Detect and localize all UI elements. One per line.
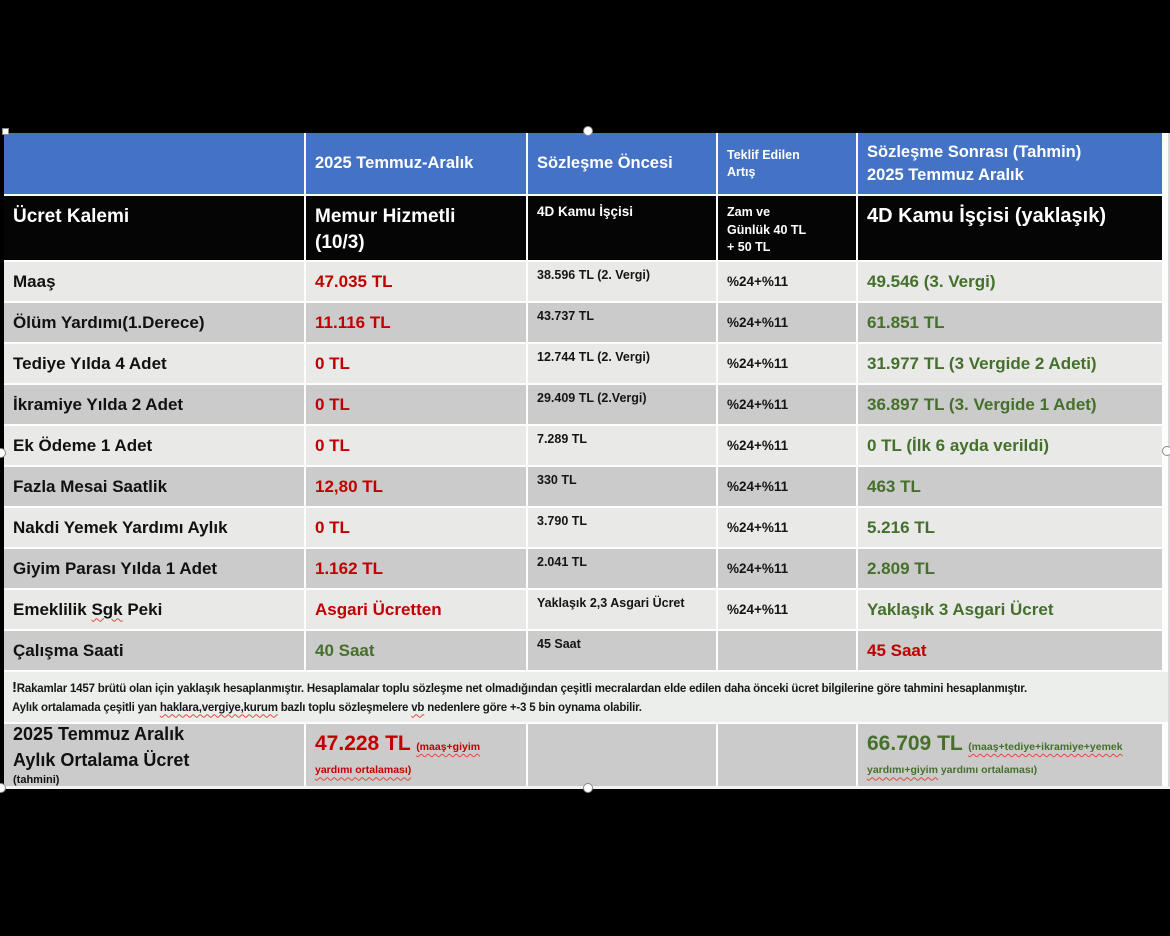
summary-empty-artis: [718, 724, 856, 786]
memur-value: 47.035 TL: [306, 262, 526, 301]
salary-comparison-table: [4, 133, 1170, 789]
table-row-giyim-parasi: [4, 549, 1168, 588]
sonrasi-value: 61.851 TL: [858, 303, 1162, 342]
oncesi-value: 29.409 TL (2.Vergi): [528, 385, 716, 424]
oncesi-value: 2.041 TL: [528, 549, 716, 588]
row-label: Ek Ödeme 1 Adet: [4, 426, 304, 465]
artis-value: %24+%11: [718, 303, 856, 342]
row-label: Ölüm Yardımı(1.Derece): [4, 303, 304, 342]
row-label: Tediye Yılda 4 Adet: [4, 344, 304, 383]
artis-value: %24+%11: [718, 344, 856, 383]
artis-value: %24+%11: [718, 590, 856, 629]
sonrasi-value: 45 Saat: [858, 631, 1162, 670]
memur-value: 0 TL: [306, 426, 526, 465]
table-row-fazla-mesai: [4, 467, 1168, 506]
header-after-contract: Sözleşme Sonrası (Tahmin) 2025 Temmuz Aralık: [858, 133, 1162, 194]
sonrasi-value: 0 TL (İlk 6 ayda verildi): [858, 426, 1162, 465]
oncesi-value: 43.737 TL: [528, 303, 716, 342]
sonrasi-value: 49.546 (3. Vergi): [858, 262, 1162, 301]
sonrasi-value: 31.977 TL (3 Vergide 2 Adeti): [858, 344, 1162, 383]
footnote-row: [4, 672, 1168, 722]
summary-isci-value: 66.709 TL (maaş+tediye+ikramiye+yemek yardımı+giyim yardımı ortalaması): [858, 724, 1162, 786]
blue-header-spacer: [4, 133, 304, 194]
memur-value: 0 TL: [306, 385, 526, 424]
artis-value: %24+%11: [718, 467, 856, 506]
header-proposed-raise: Teklif Edilen Artış: [718, 133, 856, 194]
sonrasi-value: Yaklaşık 3 Asgari Ücret: [858, 590, 1162, 629]
selection-handle-bottom-center[interactable]: [583, 783, 593, 793]
table-row-tediye: [4, 344, 1168, 383]
table-header-row-period: [4, 133, 1168, 194]
selection-handle-right-middle[interactable]: [1162, 446, 1170, 456]
row-label: Çalışma Saati: [4, 631, 304, 670]
selection-handle-top-center[interactable]: [583, 126, 593, 136]
header-zam-gunluk: Zam ve Günlük 40 TL + 50 TL: [718, 196, 856, 260]
header-4d-kamu-iscisi-yaklasik: 4D Kamu İşçisi (yaklaşık): [858, 196, 1162, 260]
oncesi-value: 7.289 TL: [528, 426, 716, 465]
oncesi-value: 330 TL: [528, 467, 716, 506]
header-period: 2025 Temmuz-Aralık: [306, 133, 526, 194]
memur-value: 1.162 TL: [306, 549, 526, 588]
artis-value: [718, 631, 856, 670]
header-before-contract: Sözleşme Öncesi: [528, 133, 716, 194]
table-row-yemek-yardimi: [4, 508, 1168, 547]
table-row-calisma-saati: [4, 631, 1168, 670]
row-label: Nakdi Yemek Yardımı Aylık: [4, 508, 304, 547]
memur-value: 40 Saat: [306, 631, 526, 670]
table-header-row-columns: [4, 196, 1168, 260]
sonrasi-value: 36.897 TL (3. Vergide 1 Adet): [858, 385, 1162, 424]
table-row-emeklilik-sgk: [4, 590, 1168, 629]
artis-value: %24+%11: [718, 262, 856, 301]
summary-row: [4, 724, 1168, 786]
table-row-olum-yardimi: [4, 303, 1168, 342]
row-label: Fazla Mesai Saatlik: [4, 467, 304, 506]
oncesi-value: 38.596 TL (2. Vergi): [528, 262, 716, 301]
artis-value: %24+%11: [718, 549, 856, 588]
header-memur-hizmetli: Memur Hizmetli (10/3): [306, 196, 526, 260]
footnote-text: !Rakamlar 1457 brütü olan için yaklaşık hesaplanmıştır. Hesaplamalar toplu sözleşme net olmadığından çeşitli mecralardan elde edilen daha önceki ücret bilgilerine göre tahmini hesaplanmıştır. Aylık ortalamada çeşitli yan haklara,vergiye,kurum bazlı toplu sözleşmelere vb nedenlere göre +-3 5 bin oynama olabilir.: [12, 679, 1027, 714]
table-row-maas: [4, 262, 1168, 301]
row-label: Maaş: [4, 262, 304, 301]
table-row-ikramiye: [4, 385, 1168, 424]
row-label: İkramiye Yılda 2 Adet: [4, 385, 304, 424]
sonrasi-value: 5.216 TL: [858, 508, 1162, 547]
memur-value: 11.116 TL: [306, 303, 526, 342]
memur-value: Asgari Ücretten: [306, 590, 526, 629]
summary-empty-oncesi: [528, 724, 716, 786]
row-label: Emeklilik Sgk Peki: [4, 590, 304, 629]
oncesi-value: Yaklaşık 2,3 Asgari Ücret: [528, 590, 716, 629]
oncesi-value: 3.790 TL: [528, 508, 716, 547]
artis-value: %24+%11: [718, 426, 856, 465]
sonrasi-value: 463 TL: [858, 467, 1162, 506]
summary-label: 2025 Temmuz Aralık Aylık Ortalama Ücret (tahmini): [4, 724, 304, 786]
table-row-ek-odeme: [4, 426, 1168, 465]
summary-memur-value: 47.228 TL (maaş+giyim yardımı ortalaması): [306, 724, 526, 786]
memur-value: 0 TL: [306, 344, 526, 383]
oncesi-value: 12.744 TL (2. Vergi): [528, 344, 716, 383]
memur-value: 12,80 TL: [306, 467, 526, 506]
exclamation-mark: !: [12, 679, 17, 697]
header-4d-kamu-iscisi: 4D Kamu İşçisi: [528, 196, 716, 260]
header-ucret-kalemi: Ücret Kalemi: [4, 196, 304, 260]
sonrasi-value: 2.809 TL: [858, 549, 1162, 588]
memur-value: 0 TL: [306, 508, 526, 547]
artis-value: %24+%11: [718, 385, 856, 424]
selection-handle-top-left[interactable]: [2, 128, 9, 135]
artis-value: %24+%11: [718, 508, 856, 547]
oncesi-value: 45 Saat: [528, 631, 716, 670]
row-label: Giyim Parası Yılda 1 Adet: [4, 549, 304, 588]
selection-handle-bottom-left[interactable]: [0, 783, 6, 793]
